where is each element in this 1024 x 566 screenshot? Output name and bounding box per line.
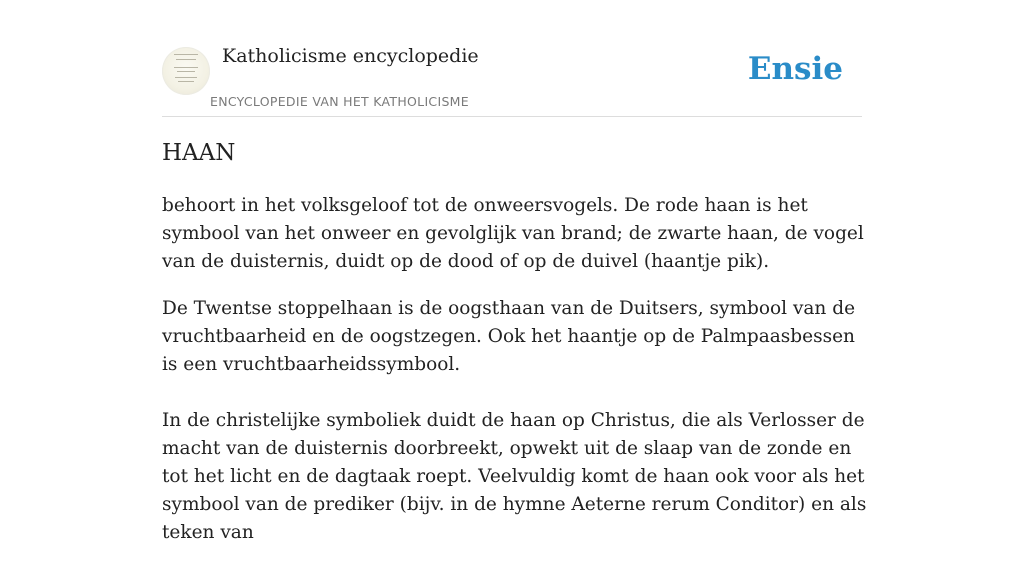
- article-paragraph: De Twentse stoppelhaan is de oogsthaan van de Duitsers, symbool van de vruchtbaarheid en de oogstzegen. Ook het haantje op de Palmpaasbessen is een vruchtbaarheidssymbool. In de christelijke symboliek duidt de haan op Christus, die als Verlosser de macht van de duisternis doorbreekt, opwekt uit de slaap van de zonde en tot het licht en de dagtaak roept. Veelvuldig komt de haan ook voor als het symbool van de prediker (bijv. in de hymne Aeterne rerum Conditor) en als teken van: [162, 298, 867, 543]
- encyclopedia-logo[interactable]: [162, 47, 210, 95]
- site-subtitle: ENCYCLOPEDIE VAN HET KATHOLICISME: [210, 94, 469, 109]
- article-body: [162, 192, 874, 566]
- article-paragraph: behoort in het volksgeloof tot de onweersvogels. De rode haan is het symbool van het onweer en gevolglijk van brand; de zwarte haan, de vogel van de duisternis, duidt op de dood of op de duivel (haantje pik).: [162, 195, 864, 272]
- site-title[interactable]: Katholicisme encyclopedie: [222, 45, 479, 67]
- article-title: HAAN: [162, 140, 236, 166]
- ensie-brand-link[interactable]: Ensie: [747, 51, 843, 87]
- site-header: [162, 44, 862, 117]
